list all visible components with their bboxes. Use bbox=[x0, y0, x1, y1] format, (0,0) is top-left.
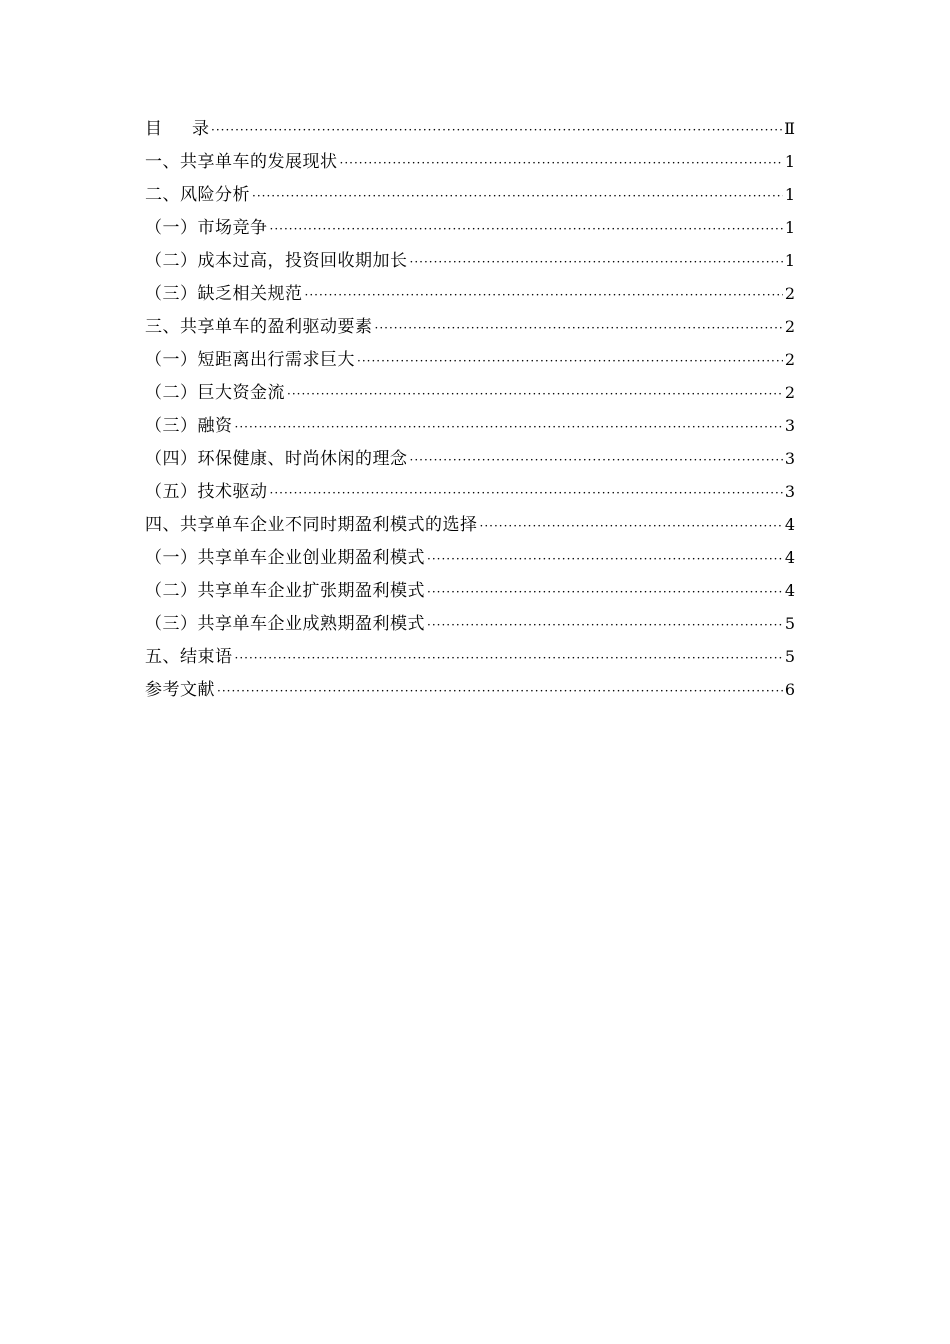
dot-leader bbox=[340, 147, 783, 180]
toc-entry-title: 一、共享单车的发展现状 bbox=[145, 152, 338, 172]
dot-leader bbox=[252, 180, 783, 213]
toc-entry[interactable] bbox=[145, 145, 795, 178]
dot-leader bbox=[427, 543, 783, 576]
toc-entry[interactable] bbox=[145, 607, 795, 640]
dot-leader bbox=[235, 642, 783, 675]
toc-entry-title: （三）融资 bbox=[145, 416, 233, 436]
dot-leader bbox=[410, 246, 783, 279]
toc-heading-part1: 目 bbox=[145, 119, 162, 139]
toc-entry-title: 二、风险分析 bbox=[145, 185, 250, 205]
dot-leader bbox=[287, 378, 783, 411]
toc-entry-page: 4 bbox=[784, 548, 795, 567]
toc-entry-title: （二）巨大资金流 bbox=[145, 383, 285, 403]
toc-entry-title: （三）缺乏相关规范 bbox=[145, 284, 303, 304]
toc-entry[interactable] bbox=[145, 673, 795, 706]
toc-entry-title: （三）共享单车企业成熟期盈利模式 bbox=[145, 614, 425, 634]
toc-entry[interactable] bbox=[145, 442, 795, 475]
toc-entry-page: 4 bbox=[784, 581, 795, 600]
toc-entry-page: 2 bbox=[784, 317, 795, 336]
toc-entry-page: 6 bbox=[784, 680, 795, 699]
toc-entry-page: 3 bbox=[784, 482, 795, 501]
dot-leader bbox=[410, 444, 783, 477]
toc-entry-page: 1 bbox=[784, 185, 795, 204]
toc-entry[interactable] bbox=[145, 409, 795, 442]
toc-entry-title: （一）市场竞争 bbox=[145, 218, 268, 238]
toc-entry-page: 1 bbox=[784, 251, 795, 270]
toc-entry[interactable] bbox=[145, 244, 795, 277]
toc-entry[interactable] bbox=[145, 178, 795, 211]
toc-entry-title: （一）共享单车企业创业期盈利模式 bbox=[145, 548, 425, 568]
dot-leader bbox=[235, 411, 783, 444]
dot-leader bbox=[375, 312, 783, 345]
toc-entry[interactable] bbox=[145, 574, 795, 607]
toc-entry-page: 5 bbox=[784, 614, 795, 633]
toc-entry-page: 3 bbox=[784, 449, 795, 468]
toc-entry[interactable] bbox=[145, 211, 795, 244]
toc-heading-part2: 录 bbox=[192, 119, 209, 139]
toc-heading-line[interactable] bbox=[145, 112, 795, 145]
toc-entry[interactable] bbox=[145, 376, 795, 409]
table-of-contents bbox=[145, 112, 795, 706]
toc-heading bbox=[145, 113, 209, 146]
toc-entry-page: 1 bbox=[784, 152, 795, 171]
toc-entry-page: 2 bbox=[784, 350, 795, 369]
dot-leader bbox=[217, 675, 783, 708]
toc-entry[interactable] bbox=[145, 343, 795, 376]
toc-entry[interactable] bbox=[145, 310, 795, 343]
toc-entry-page: 5 bbox=[784, 647, 795, 666]
toc-entry-page: 1 bbox=[784, 218, 795, 237]
dot-leader bbox=[305, 279, 783, 312]
toc-entry-title: 五、结束语 bbox=[145, 647, 233, 667]
toc-entry-title: 参考文献 bbox=[145, 680, 215, 700]
toc-entry[interactable] bbox=[145, 475, 795, 508]
dot-leader bbox=[270, 213, 783, 246]
dot-leader bbox=[357, 345, 783, 378]
toc-entry-title: （二）成本过高，投资回收期加长 bbox=[145, 251, 408, 271]
dot-leader bbox=[427, 576, 783, 609]
toc-entry-page: 4 bbox=[784, 515, 795, 534]
toc-entry-title: （一）短距离出行需求巨大 bbox=[145, 350, 355, 370]
toc-entry-title: （五）技术驱动 bbox=[145, 482, 268, 502]
toc-entry-title: （四）环保健康、时尚休闲的理念 bbox=[145, 449, 408, 469]
toc-entry[interactable] bbox=[145, 541, 795, 574]
toc-entry[interactable] bbox=[145, 640, 795, 673]
toc-entry-page: 2 bbox=[784, 383, 795, 402]
dot-leader bbox=[211, 114, 782, 147]
toc-entry-title: （二）共享单车企业扩张期盈利模式 bbox=[145, 581, 425, 601]
toc-entry[interactable] bbox=[145, 508, 795, 541]
toc-entry[interactable] bbox=[145, 277, 795, 310]
toc-heading-page: Ⅱ bbox=[784, 119, 795, 138]
dot-leader bbox=[480, 510, 783, 543]
dot-leader bbox=[427, 609, 783, 642]
toc-entry-title: 四、共享单车企业不同时期盈利模式的选择 bbox=[145, 515, 478, 535]
toc-entry-page: 3 bbox=[784, 416, 795, 435]
toc-entry-page: 2 bbox=[784, 284, 795, 303]
toc-entry-title: 三、共享单车的盈利驱动要素 bbox=[145, 317, 373, 337]
dot-leader bbox=[270, 477, 783, 510]
